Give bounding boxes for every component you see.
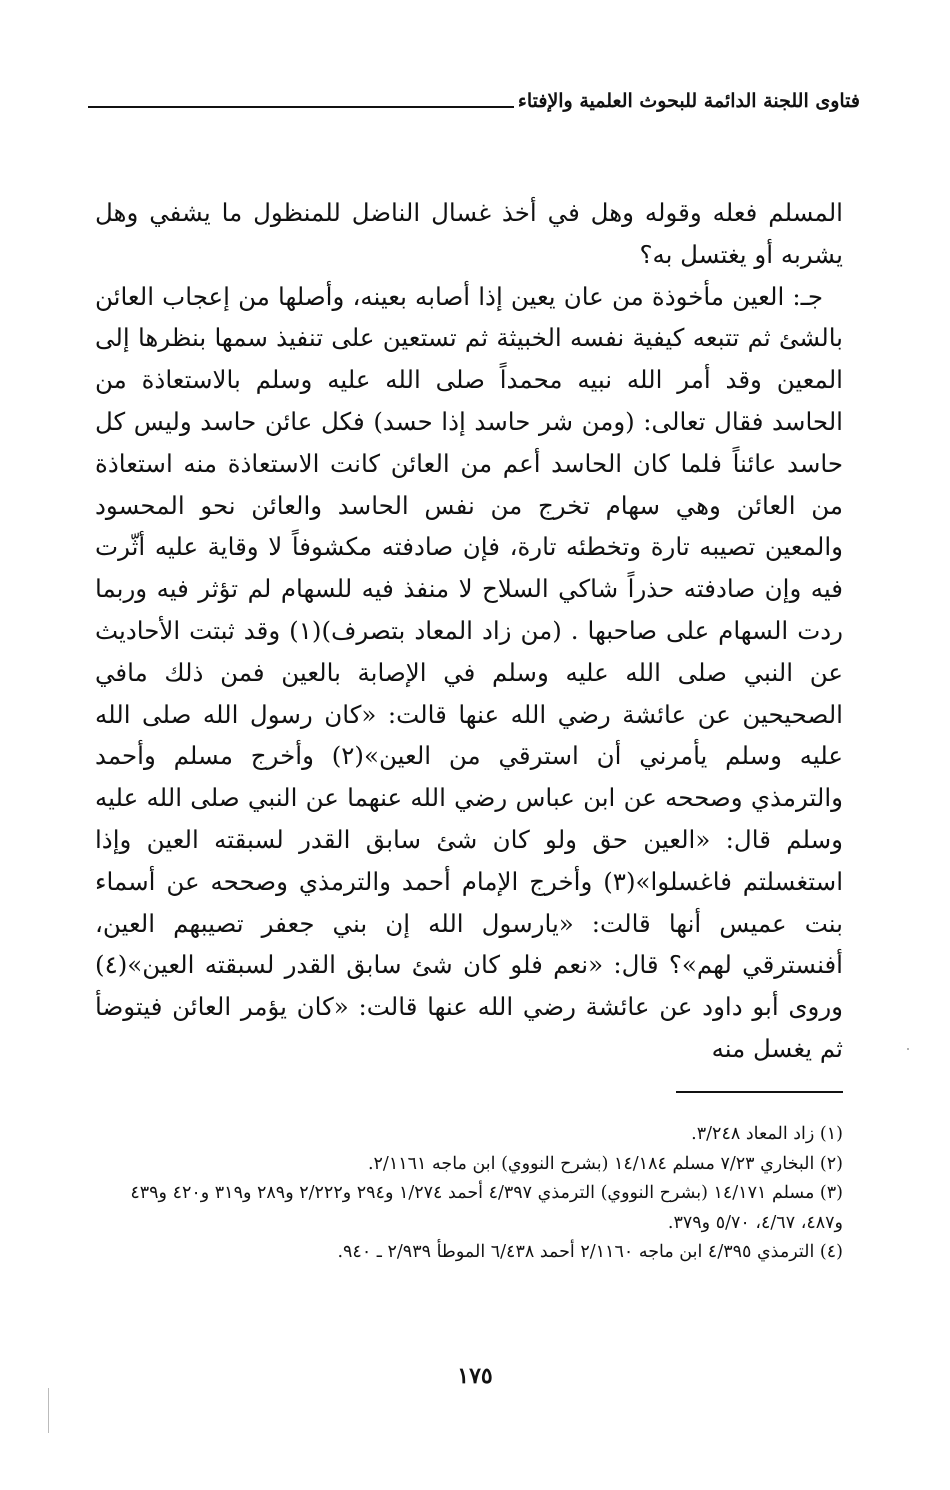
footnotes <box>95 1120 843 1268</box>
footnote-4: (٤) الترمذي ٤/٣٩٥ ابن ماجه ٢/١١٦٠ أحمد ٦/٤٣٨ الموطأ ٢/٩٣٩ ـ ٩٤٠. <box>337 1242 843 1262</box>
question-paragraph: المسلم فعله وقوله وهل في أخذ غسال الناضل للمنظول ما يشفي وهل يشربه أو يغتسل به؟ <box>95 198 843 269</box>
footnote-3: (٣) مسلم ١٤/١٧١ (بشرح النووي) الترمذي ٤/٣٩٧ أحمد ١/٢٧٤ و٢٩٤ و٢/٢٢٢ و٢٨٩ و٣١٩ و٤٢٠ و٤٣٩ و٤٨٧، ٤/٦٧، ٥/٧٠ و٣٧٩. <box>130 1183 843 1233</box>
scan-artifact-dot <box>907 1048 909 1050</box>
page-number: ١٧٥ <box>457 1363 493 1389</box>
footnote-2: (٢) البخاري ٧/٢٣ مسلم ١٤/١٨٤ (بشرح النووي) ابن ماجه ٢/١١٦١. <box>367 1153 843 1174</box>
header-rule <box>88 106 514 108</box>
running-header-title: فتاوى اللجنة الدائمة للبحوث العلمية والإفتاء <box>517 90 860 112</box>
answer-paragraph: جـ: العين مأخوذة من عان يعين إذا أصابه بعينه، وأصلها من إعجاب العائن بالشئ ثم تتبعه كيفية نفسه الخبيثة ثم تستعين على تنفيذ سمها بنظرها إلى المعين وقد أمر الله نبيه محمداً صلى الله عليه وسلم بالاستعاذة من الحاسد فقال تعالى: (ومن شر حاسد إذا حسد) فكل عائن حاسد وليس كل حاسد عائناً فلما كان الحاسد أعم من العائن كانت الاستعاذة منه استعاذة من العائن وهي سهام تخرج من نفس الحاسد والعائن نحو المحسود والمعين تصيبه تارة وتخطئه تارة، فإن صادفته مكشوفاً لا وقاية عليه أثّرت فيه وإن صادفته حذراً شاكي السلاح لا منفذ فيه للسهام لم تؤثر فيه وربما ردت السهام على صاحبها . (من زاد المعاد بتصرف)(١) وقد ثبتت الأحاديث عن النبي صلى الله عليه وسلم في الإصابة بالعين فمن ذلك مافي الصحيحين عن عائشة رضي الله عنها قالت: «كان رسول الله صلى الله عليه وسلم يأمرني أن استرقي من العين»(٢) وأخرج مسلم وأحمد والترمذي وصححه عن ابن عباس رضي الله عنهما عن النبي صلى الله عليه وسلم قال: «العين حق ولو كان شئ سابق القدر لسبقته العين وإذا استغسلتم فاغسلوا»(٣) وأخرج الإمام أحمد والترمذي وصححه عن أسماء بنت عميس أنها قالت: «يارسول الله إن بني جعفر تصيبهم العين، أفنسترقي لهم»؟ قال: «نعم فلو كان شئ سابق القدر لسبقته العين»(٤) وروى أبو داود عن عائشة رضي الله عنها قالت: «كان يؤمر العائن فيتوضأ ثم يغسل منه <box>95 281 844 1063</box>
footnote-separator <box>676 1091 843 1093</box>
scan-artifact-line <box>48 1388 49 1433</box>
running-header <box>88 84 860 114</box>
footnote-1: (١) زاد المعاد ٣/٢٤٨. <box>691 1124 843 1144</box>
main-text <box>95 192 843 1070</box>
